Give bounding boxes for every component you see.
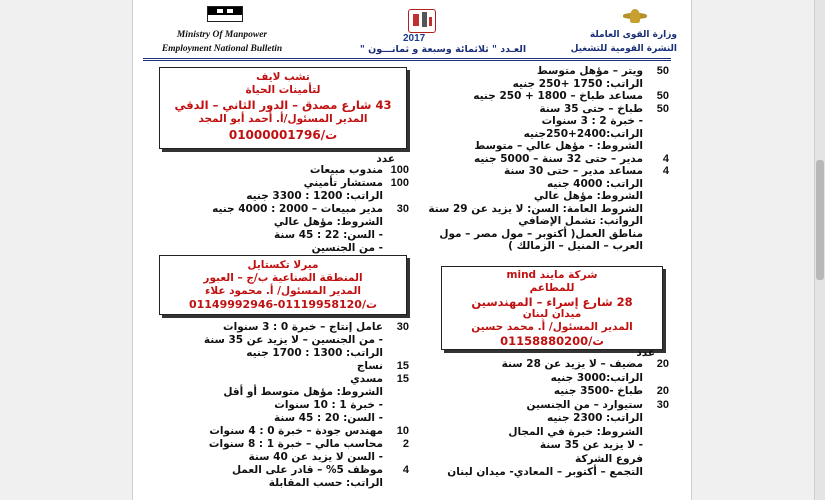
scrollbar-thumb[interactable] [816,160,824,280]
listing-count: 15 [396,373,409,385]
eagle-emblem-icon [623,9,647,29]
listing-text: - خبرة 2 : 3 سنوات [541,115,643,127]
listing-line [357,359,409,373]
listing-text: محاسب مالي – خبرة 1 : 8 سنوات [208,438,383,450]
bulletin-page [132,0,692,500]
listing-line [547,411,669,425]
listing-line [212,202,409,216]
listing-text: الرواتب: تشمل الإضافي [518,215,643,227]
company-address: 43 شارع مصدق – الدور الثاني – الدقي [174,98,392,112]
listing-text: مهندس جودة – خبرة 0 : 4 سنوات [209,425,383,437]
listing-text: الشروط: مؤهل عالي [533,190,643,202]
listing-text: مناطق العمل( أكتوبر – مول مصر – مول [439,227,643,240]
listing-text: الراتب:2400+250جنيه [523,127,643,140]
listing-text: - لا يزيد عن 35 سنة [539,439,643,451]
listing-text: الراتب: 4000 جنيه [547,177,643,190]
listing-line [304,176,409,190]
listing-text: مساعد مدير – حتى 30 سنة [503,165,643,177]
company-box-tashab-life [159,67,407,149]
listing-count: 50 [656,102,669,115]
company-box-mind [441,266,663,350]
ministry-arabic: وزارة القوى العاملة [589,30,677,40]
listing-line [447,465,669,479]
listing-line [274,215,409,229]
listing-text: - خبرة 1 : 10 سنوات [274,399,383,411]
ministry-english: Ministry Of Manpower [176,30,268,40]
listing-text: الراتب: 1300 : 1700 جنيه [246,347,383,359]
listing-text: الشروط: خبرة في المجال [508,425,643,438]
listing-text: - السن: 22 : 45 سنة [274,229,383,241]
listing-text: الراتب: حسب المقابلة [268,477,383,489]
listing-text: ستيوارد – من الجنسين [526,398,643,411]
company-box-mira-textile [159,255,407,315]
header-divider [143,58,671,59]
listing-count: 50 [656,65,669,77]
listing-count: 30 [396,203,409,215]
listing-text: العرب – المنيل – الزمالك ) [508,240,643,252]
listing-line [223,320,409,334]
listing-line [246,189,409,203]
listing-count: 100 [390,177,409,189]
listing-text: - السن لا يزيد عن 40 سنة [248,451,383,463]
company-address: 28 شارع إسراء – المهندسين [471,295,633,309]
listing-line [508,239,669,253]
listing-line [246,346,409,360]
listing-count: 4 [402,464,409,476]
listing-line [274,398,409,412]
listing-text: طباخ – حتى 35 سنة [539,102,643,115]
listing-line [508,425,669,439]
listing-text: مدير – حتى 32 سنة – 5000 جنيه [474,152,643,165]
listing-line [249,450,410,464]
header-divider-2 [143,60,671,61]
bulletin-logo-icon [408,9,436,33]
listing-line [350,372,409,386]
listing-line [209,437,409,451]
right-top-listings [429,64,669,260]
listing-line [551,371,669,385]
listing-text: موظف 5% – قادر على العمل [231,464,383,476]
company-name: تشب لايف [256,71,310,83]
listing-count: 100 [390,164,409,176]
count-column-label: عدد [636,347,655,359]
listing-line [204,333,409,347]
company-area: ميدان لبنان [522,308,582,320]
listing-line [527,398,670,412]
listing-count: 4 [662,165,669,177]
listing-count: 4 [662,152,669,165]
listing-line [540,438,669,452]
header-arabic [567,28,677,56]
listing-count: 30 [656,398,669,411]
listing-line [312,241,409,255]
company-phone: ت/01119958120-01149992946 [188,298,378,311]
listing-line [209,424,409,438]
listing-text: الراتب: 1750 +250 جنيه [512,77,643,90]
company-subtitle: لتأمينات الحياة [245,84,321,96]
company-phone: ت/01158880200 [500,334,604,348]
listing-text: الراتب: 2300 جنيه [547,412,643,424]
listing-text: مسدي [350,373,383,385]
flag-logo-icon [207,6,243,22]
listing-text: الشروط: مؤهل عالي [273,216,383,228]
listing-text: نساج [356,360,383,372]
listing-text: التجمع – أكتوبر – المعادي- ميدان لبنان [447,466,643,478]
listing-count: 30 [396,321,409,333]
listing-count: 50 [656,90,669,102]
listing-text: الراتب:3000 جنيه [550,371,643,384]
vertical-scrollbar[interactable] [814,0,825,500]
count-column-label: عدد [376,153,395,165]
listing-text: - من الجنسين [311,242,383,254]
listing-count: 20 [656,385,669,397]
listing-text: ويتر – مؤهل متوسط [536,65,643,77]
listing-text: طباخ -3500 جنيه [553,385,643,397]
listing-text: فروع الشركة [575,452,643,465]
company-manager: المدير المسئول/ أ. محمود علاء [204,285,361,297]
company-manager: المدير المسئول/ أ. محمد حسين [471,321,633,333]
company-manager: المدير المسئول/أ. أحمد أبو المجد [198,113,368,125]
listing-line [223,385,409,399]
listing-line [232,463,409,477]
listing-text: - من الجنسين – لا يزيد عن 35 سنة [203,334,383,346]
listing-line [269,476,409,490]
listing-line [274,411,409,425]
bulletin-arabic: النشرة القومية للتشغيل [570,44,677,54]
company-name: شركة مايند mind [506,269,598,281]
listing-count: 20 [656,358,669,370]
listing-line [575,452,669,466]
company-subtitle: للمطاعم [529,282,575,294]
listing-text: الشروط: مؤهل متوسط أو أقل [223,386,383,398]
bulletin-english: Employment National Bulletin [161,44,283,54]
left-bottom-listings [151,320,409,500]
listing-line [502,357,669,371]
listing-line [310,163,409,177]
listing-text: الشروط العامة: السن: لا يزيد عن 29 سنة [428,202,643,215]
listing-text: مستشار تأميني [303,177,383,189]
listing-text: مدير مبيعات – 2000 : 4000 جنيه [212,203,383,215]
listing-count: 15 [396,360,409,372]
listing-count: 10 [396,425,409,437]
year-label: 2017 [403,33,426,44]
company-address: المنطقة الصناعية ب/ج – العبور [203,272,363,284]
listing-count: 2 [402,438,409,450]
listing-text: الراتب: 1200 : 3300 جنيه [246,190,383,202]
company-phone: ت/01000001796 [228,128,338,142]
right-bottom-listings [429,346,669,496]
listing-text: مضيف – لا يزيد عن 28 سنة [501,358,643,370]
listing-line [274,228,409,242]
left-top-listings [151,152,409,252]
company-name: ميرلا تكستايل [247,259,319,271]
listing-text: الشروط: - مؤهل عالي – متوسط [474,140,643,152]
listing-text: مندوب مبيعات [309,164,383,176]
listing-line [554,384,669,398]
listing-text: عامل إنتاج – خبرة 0 : 3 سنوات [223,321,383,333]
listing-text: - السن: 20 : 45 سنة [274,412,383,424]
issue-title: العـدد " ثلاثمائة وسبعة و ثمانـــون " [359,44,527,55]
listing-text: مساعد طباخ – 1800 + 250 جنيه [473,90,643,102]
